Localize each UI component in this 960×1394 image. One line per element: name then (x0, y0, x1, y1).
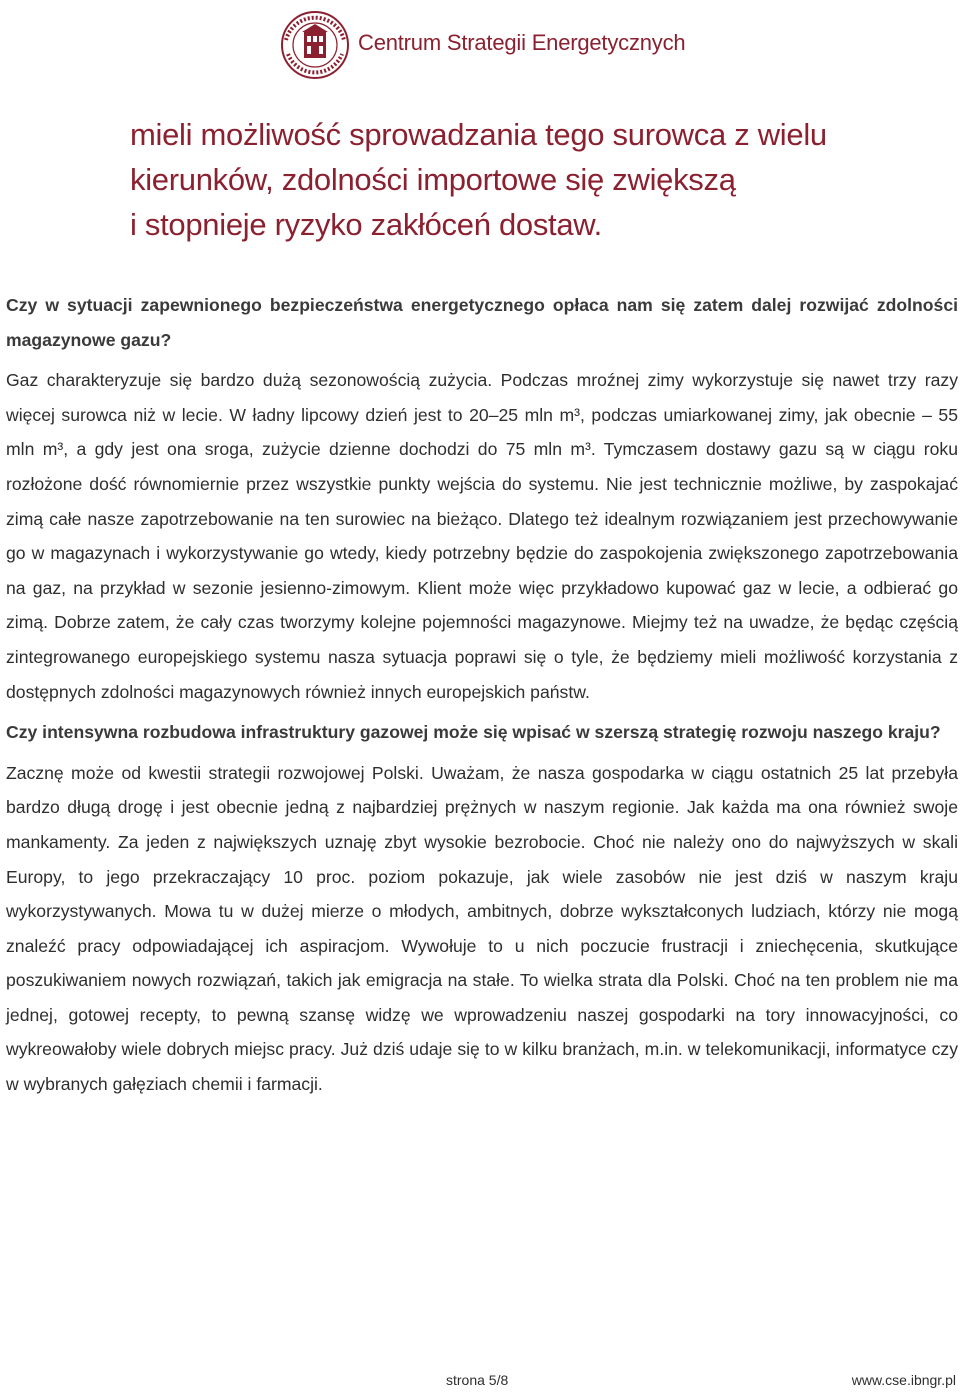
pull-quote-line: kierunków, zdolności importowe się zwiększą (130, 162, 736, 197)
interview-question: Czy w sytuacji zapewnionego bezpieczeństwa energetycznego opłaca nam się zatem dalej rozwijać zdolności magazynowe gazu? (6, 295, 958, 350)
website-url[interactable]: www.cse.ibngr.pl (851, 1372, 956, 1388)
pull-quote-line: mieli możliwość sprowadzania tego surowca z wielu (130, 117, 827, 152)
pull-quote (130, 112, 950, 247)
answer-paragraph: Zacznę może od kwestii strategii rozwojowej Polski. Uważam, że nasza gospodarka w ciągu ostatnich 25 lat przebyła bardzo długą drogę i jest obecnie jedną z najbardziej prężnych w naszym regionie. Jak każda ma ona również swoje mankamenty. Za jeden z największych uznaję zbyt wysokie bezrobocie. Choć nie należy ono do najwyższych w skali Europy, to jego przekraczający 10 proc. poziom pokazuje, jak wiele zasobów nie jest dziś w naszym kraju wykorzystywanych. Mowa tu w dużej mierze o młodych, ambitnych, dobrze wykształconych ludziach, którzy nie mogą znaleźć pracy odpowiadającej ich aspiracjom. Wywołuje to u nich poczucie frustracji i zniechęcenia, skutkujące poszukiwaniem nowych rozwiązań, takich jak emigracja na stałe. To wielka strata dla Polski. Choć na ten problem nie ma jednej, gotowej recepty, to pewną szansę widzę we wprowadzeniu naszej gospodarki na tory innowacyjności, co wykreowałoby wiele dobrych miejsc pracy. Już dziś udaje się to w kilku branżach, m.in. w telekomunikacji, informatyce czy w wybranych gałęziach chemii i farmacji. (6, 762, 958, 1095)
page-footer (0, 1372, 960, 1392)
organization-name: Centrum Strategii Energetycznych (358, 30, 686, 55)
page-header (280, 10, 960, 80)
article-body (6, 288, 958, 1102)
pull-quote-line: i stopnieje ryzyko zakłóceń dostaw. (130, 207, 602, 242)
answer-paragraph: Gaz charakteryzuje się bardzo dużą sezonowością zużycia. Podczas mroźnej zimy wykorzystuje się nawet trzy razy więcej surowca niż w lecie. W ładny lipcowy dzień jest to 20–25 mln m³, podczas umiarkowanej zimy, jak obecnie – 55 mln m³, a gdy jest ona sroga, zużycie dzienne dochodzi do 75 mln m³. Tymczasem dostawy gazu są w ciągu roku rozłożone dość równomiernie przez wszystkie punkty wejścia do systemu. Nie jest technicznie możliwe, by zaspokajać zimą całe nasze zapotrzebowanie na ten surowiec na bieżąco. Dlatego też idealnym rozwiązaniem jest przechowywanie go w magazynach i wykorzystywanie go wtedy, kiedy potrzebny będzie do zaspokojenia zwiększonego zapotrzebowania na gaz, na przykład w sezonie jesienno-zimowym. Klient może więc przykładowo kupować gaz w lecie, a odbierać go zimą. Dobrze zatem, że cały czas tworzymy kolejne pojemności magazynowe. Miejmy też na uwadze, że będąc częścią zintegrowanego europejskiego systemu nasza sytuacja poprawi się o tyle, że będziemy mieli możliwość korzystania z dostępnych zdolności magazynowych również innych europejskich państw. (6, 370, 958, 702)
page-number: strona 5/8 (446, 1372, 509, 1388)
interview-question: Czy intensywna rozbudowa infrastruktury gazowej może się wpisać w szerszą strategię rozwoju naszego kraju? (6, 722, 941, 743)
institute-seal-logo (280, 10, 350, 80)
